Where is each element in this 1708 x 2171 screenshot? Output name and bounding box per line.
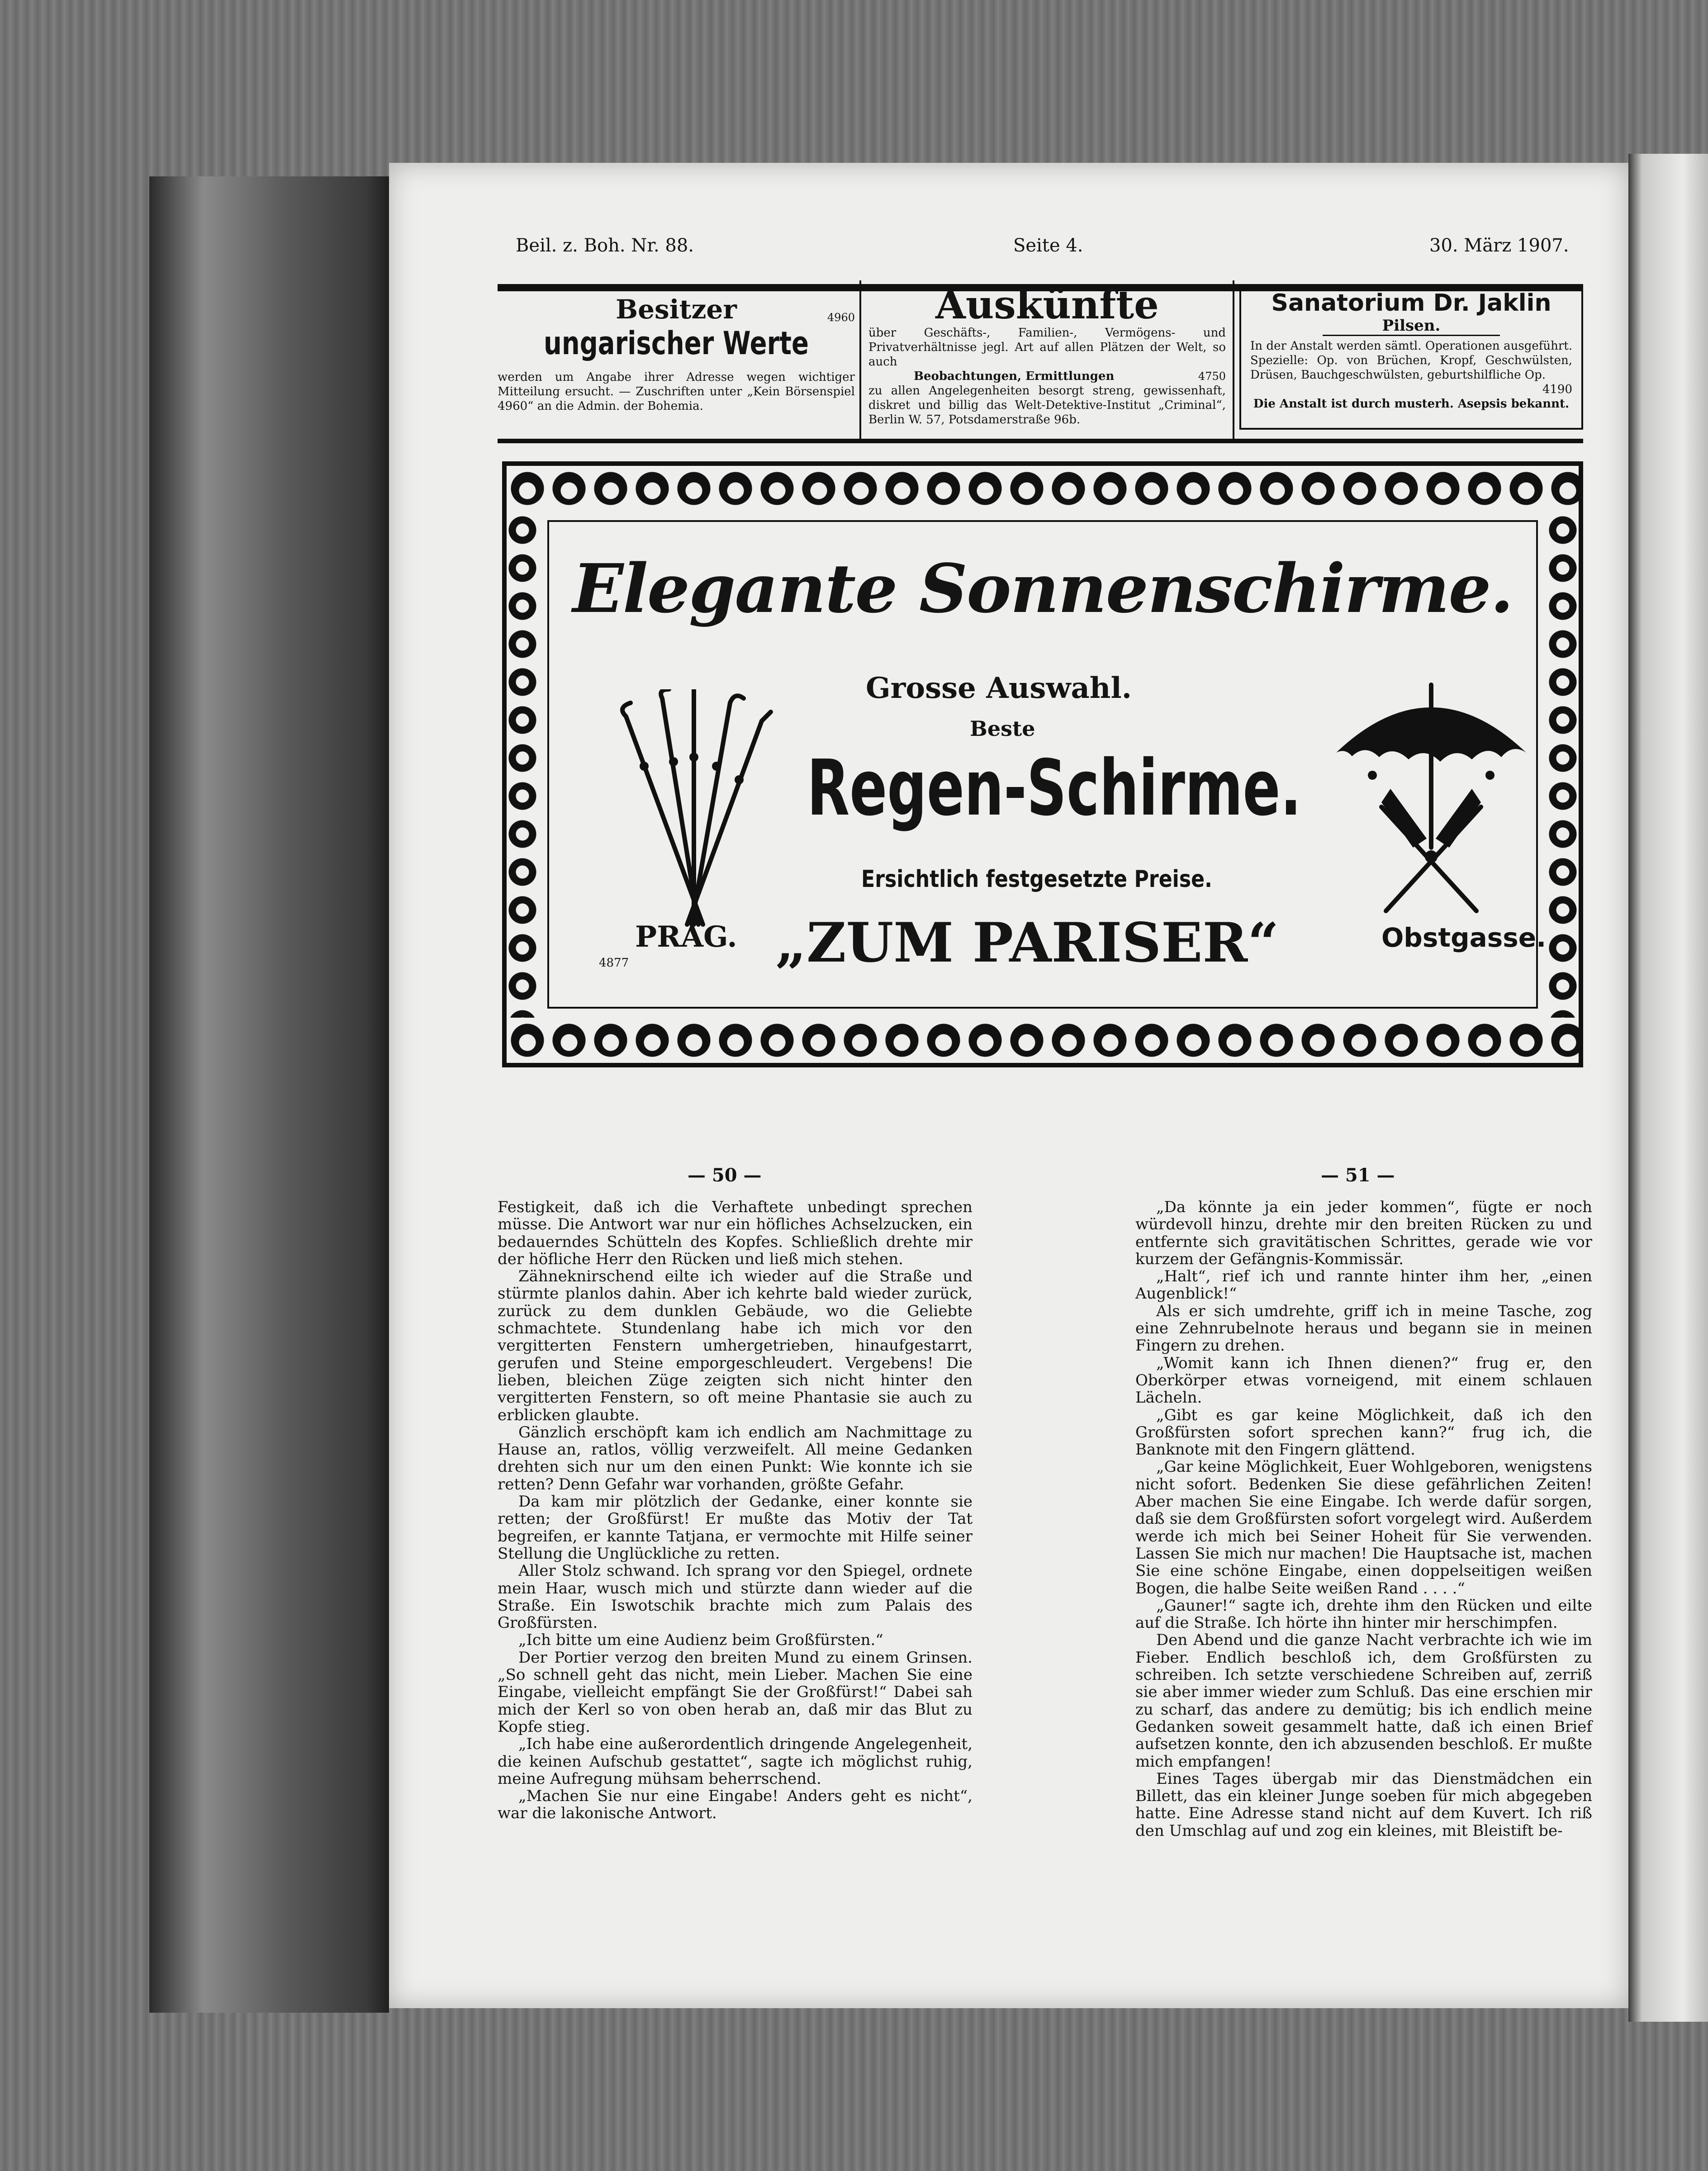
paragraph: „Gar keine Möglichkeit, Euer Wohlgeboren, wenigstens nicht sofort. Bedenken Sie diese gefährlichen Zeiten! Aber machen Sie eine Eingabe. Ich werde dafür sorgen, daß sie dem Großfürsten sofort vorgelegt wird. Außerdem werde ich mich bei Seiner Hoheit für Sie verwenden. Lassen Sie mich nur machen! Die Hauptsache ist, machen Sie eine schöne Eingabe, einen doppelseitigen weißen Bogen, die halbe Seite weißen Rand . . . .“ xyxy=(1135,1458,1592,1597)
ad-sanatorium-body: In der Anstalt werden sämtl. Operationen ausgeführt. Spezielle: Op. von Brüchen, Kropf, Geschwülsten, Drüsen, Bauchgeschwülsten, geburtshilfliche Op. xyxy=(1250,339,1572,382)
paragraph: „Gauner!“ sagte ich, drehte ihm den Rücken und eilte auf die Straße. Ich hörte ihn hinter mir herschimpfen. xyxy=(1135,1596,1592,1632)
story-column-right xyxy=(1135,1199,1592,1839)
ad-sanatorium-title: Sanatorium Dr. Jaklin xyxy=(1271,289,1551,317)
book-page-edges xyxy=(149,176,389,2013)
ad-separator xyxy=(859,280,861,439)
header-date: 30. März 1907. xyxy=(1429,235,1569,256)
paragraph: Festigkeit, daß ich die Verhaftete unbedingt sprechen müsse. Die Antwort war nur ein höfliches Achselzucken, ein bedauerndes Schütteln des Kopfes. Schließlich drehte mir der höfliche Herr den Rücken und ließ mich stehen. xyxy=(498,1198,973,1268)
paragraph: „Gibt es gar keine Möglichkeit, daß ich den Großfürsten sofort sprechen kann?“ frug ich, die Banknote mit den Fingern glättend. xyxy=(1135,1406,1592,1459)
book-right-edge xyxy=(1628,154,1708,2022)
paragraph: „Ich bitte um eine Audienz beim Großfürsten.“ xyxy=(518,1631,883,1650)
page-number-right: — 51 — xyxy=(1321,1165,1395,1186)
ad-line-auswahl: Grosse Auswahl. xyxy=(866,671,1132,705)
walking-sticks-icon xyxy=(612,689,775,943)
page-number-left: — 50 — xyxy=(688,1165,762,1186)
ad-besitzer-subtitle: ungarischer Werte xyxy=(543,325,809,362)
paragraph: „Halt“, rief ich und rannte hinter ihm her, „einen Augenblick!“ xyxy=(1135,1267,1592,1303)
ad-besitzer-title: Besitzer xyxy=(616,294,737,325)
ad-auskuenfte-number: 4750 xyxy=(1198,370,1226,383)
ad-line-preise: Ersichtlich festgesetzte Preise. xyxy=(861,866,1212,893)
ad-street: Obstgasse. xyxy=(1381,922,1547,953)
ornament-border-bottom xyxy=(507,1018,1579,1063)
paragraph: Den Abend und die ganze Nacht verbrachte ich wie im Fieber. Endlich beschloß ich, dem Großfürsten zu schreiben. Ich setzte verschiedene Schreiben auf, zerriß sie aber immer wieder zum Schluß. Das eine erschien mir zu scharf, das andere zu demütig; bis ich endlich meine Gedanken soweit gesammelt hatte, daß ich einen Brief aufsetzen konnte, den ich abzusenden beschloß. Er mußte mich empfangen! xyxy=(1135,1631,1592,1771)
paragraph: „Womit kann ich Ihnen dienen?“ frug er, den Oberkörper etwas vorneigend, mit einem schlauen Lächeln. xyxy=(1135,1354,1592,1407)
paragraph: Eines Tages übergab mir das Dienstmädchen ein Billett, das ein kleiner Junge soeben für mich abgegeben hatte. Eine Adresse stand nicht auf dem Kuvert. Ich riß den Umschlag auf und zog ein kleines, mit Bleistift be- xyxy=(1135,1769,1592,1840)
ad-auskuenfte-body-2: zu allen Angelegenheiten besorgt streng, gewissenhaft, diskret und billig das Welt-Detektive-Institut „Criminal“, Berlin W. 57, Potsdamerstraße 96b. xyxy=(868,384,1226,427)
ornament-border-left xyxy=(507,511,538,1018)
ad-separator xyxy=(1233,280,1234,439)
story-column-left xyxy=(498,1199,973,1822)
ad-line-regenschirme: Regen-Schirme. xyxy=(807,744,1302,833)
ad-number: 4877 xyxy=(599,956,629,970)
ad-auskuenfte xyxy=(868,285,1226,439)
ad-sanatorium xyxy=(1239,285,1583,430)
ornament-border-right xyxy=(1547,511,1579,1018)
ad-besitzer-number: 4960 xyxy=(827,311,855,324)
paragraph: „Ich habe eine außerordentlich dringende Angelegenheit, die keinen Aufschub gestattet“, sagte ich möglichst ruhig, meine Aufregung mühsam beherrschend. xyxy=(498,1735,973,1788)
ad-besitzer xyxy=(498,285,855,439)
paragraph: Zähneknirschend eilte ich wieder auf die Straße und stürmte planlos dahin. Aber ich kehrte bald wieder zurück, zurück zu dem dunklen Gebäude, wo die Geliebte schmachtete. Stundenlang habe ich mich vor den vergitterten Fenstern umhergetrieben, hinaufgestarrt, gerufen und Steine emporgeschleudert. Vergebens! Die lieben, bleichen Züge zeigten sich nicht hinter den vergitterten Fenstern, so oft meine Phantasie sie auch zu erblicken glaubte. xyxy=(498,1267,973,1424)
ad-besitzer-body: werden um Angabe ihrer Adresse wegen wichtiger Mitteilung ersucht. — Zuschriften unter „Kein Börsenspiel 4960“ an die Admin. der Bohemia. xyxy=(498,370,855,413)
classified-ads xyxy=(498,271,1583,448)
ad-sanatorium-subtitle: Pilsen. xyxy=(1323,317,1500,336)
ad-auskuenfte-title: Auskünfte xyxy=(935,285,1159,328)
ornament-border-top xyxy=(507,466,1579,511)
paragraph: Als er sich umdrehte, griff ich in meine Tasche, zog eine Zehnrubelnote heraus und begann sie in meinen Fingern zu drehen. xyxy=(1135,1302,1592,1355)
ad-line-beste: Beste xyxy=(970,716,1035,741)
paragraph: Gänzlich erschöpft kam ich endlich am Nachmittage zu Hause an, ratlos, völlig verzweifelt. All meine Gedanken drehten sich nur um den einen Punkt: Wie konnte ich sie retten? Denn Gefahr war vorhanden, größte Gefahr. xyxy=(498,1423,973,1493)
header-issue: Beil. z. Boh. Nr. 88. xyxy=(516,235,694,256)
paragraph: „Da könnte ja ein jeder kommen“, fügte er noch würdevoll hinzu, drehte mir den breiten Rücken zu und entfernte sich gravitätischen Schrittes, gerade wie vor kurzem der Gefängnis-Kommissär. xyxy=(1135,1198,1592,1268)
header-page: Seite 4. xyxy=(1013,235,1083,256)
ad-shop-name: „ZUM PARISER“ xyxy=(775,911,1279,975)
ad-headline: Elegante Sonnenschirme. xyxy=(572,549,1513,628)
ad-sanatorium-footer: Die Anstalt ist durch musterh. Asepsis bekannt. xyxy=(1253,397,1570,411)
paragraph: Da kam mir plötzlich der Gedanke, einer konnte sie retten; der Großfürst! Er mußte das Motiv der Tat begreifen, er kannte Tatjana, er vermochte mit Hilfe seiner Stellung die Unglückliche zu retten. xyxy=(498,1493,973,1563)
paragraph: „Machen Sie nur eine Eingabe! Anders geht es nicht“, war die lakonische Antwort. xyxy=(498,1787,973,1823)
paragraph: Aller Stolz schwand. Ich sprang vor den Spiegel, ordnete mein Haar, wusch mich und stürzte dann wieder auf die Straße. Ein Iswotschik brachte mich zum Palais des Großfürsten. xyxy=(498,1562,973,1632)
umbrella-icon xyxy=(1327,667,1535,920)
paragraph: Der Portier verzog den breiten Mund zu einem Grinsen. „So schnell geht das nicht, mein Lieber. Machen Sie eine Eingabe, vielleicht empfängt Sie der Großfürst!“ Dabei sah mich der Kerl so von oben herab an, daß mir das Blut zu Kopfe stieg. xyxy=(498,1648,973,1736)
umbrella-advertisement xyxy=(502,461,1583,1067)
ad-auskuenfte-subtitle: Beobachtungen, Ermittlungen xyxy=(914,370,1115,383)
ad-city: PRAG. xyxy=(635,920,737,954)
ad-content xyxy=(547,520,1547,1009)
ad-auskuenfte-body-1: über Geschäfts-, Familien-, Vermögens- und Privatverhältnisse jegl. Art auf allen Plätzen der Welt, so auch xyxy=(868,326,1226,369)
ad-sanatorium-number: 4190 xyxy=(1542,383,1572,396)
